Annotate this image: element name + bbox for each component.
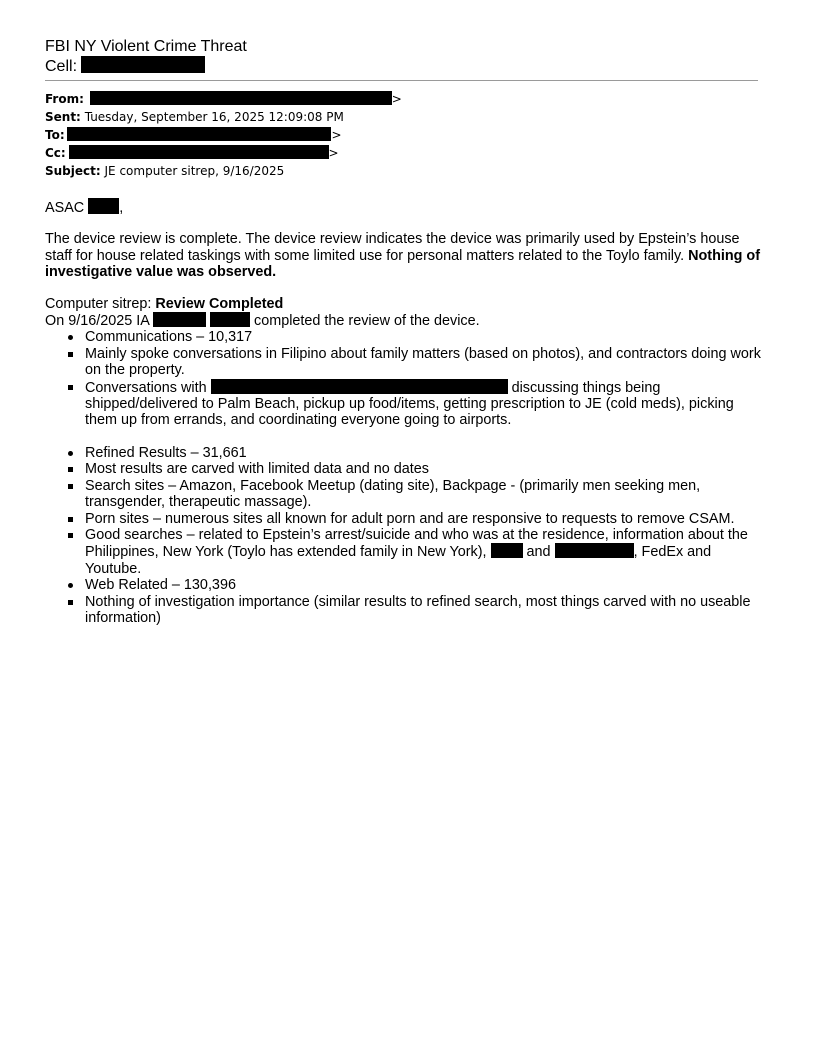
redaction-box xyxy=(210,312,250,327)
results-list xyxy=(45,445,763,626)
salutation-suffix: , xyxy=(119,200,124,216)
page-header xyxy=(45,36,765,76)
sitrep-label: Computer sitrep: xyxy=(45,295,156,312)
redaction-box xyxy=(153,312,206,327)
findings-list xyxy=(45,329,763,428)
subject-label: Subject: xyxy=(45,164,101,178)
subject-value: JE computer sitrep, 9/16/2025 xyxy=(104,164,285,178)
email-body xyxy=(45,198,763,626)
review-line xyxy=(45,312,763,329)
list-item: Porn sites – numerous sites all known for adult porn and are responsive to requests to remove CSAM. xyxy=(85,511,763,527)
cell-label: Cell: xyxy=(45,58,78,75)
to-suffix: > xyxy=(331,128,342,142)
review-prefix: On 9/16/2025 IA xyxy=(45,313,150,330)
conversations-suffix: discussing things being shipped/delivered to Palm Beach, pickup up food/items, getting prescription to JE (cold meds), picking them up from errands, and coordinating everyone going to airports. xyxy=(85,379,734,429)
redaction-box xyxy=(88,198,119,214)
redaction-box xyxy=(90,91,392,105)
salutation xyxy=(45,198,763,216)
from-label: From: xyxy=(45,92,84,106)
subject-row xyxy=(45,162,402,180)
good-prefix: Good searches – related to Epstein’s arrest/suicide and who was at the residence, information about the Philippines, New York (Toylo has extended family in New York), xyxy=(85,526,748,561)
list-item: Most results are carved with limited data and no dates xyxy=(85,461,763,477)
redaction-box xyxy=(67,127,331,141)
list-item: Web Related – 130,396 xyxy=(85,577,763,593)
redaction-box xyxy=(555,543,634,558)
redaction-box xyxy=(69,145,329,159)
sitrep-status: Review Completed xyxy=(155,295,284,312)
summary-conclusion: Nothing of investigative value was observed. xyxy=(45,247,761,281)
to-row xyxy=(45,126,402,144)
header-divider xyxy=(45,80,758,81)
list-item: Search sites – Amazon, Facebook Meetup (dating site), Backpage - (primarily men seeking men, transgender, therapeutic massage). xyxy=(85,478,763,511)
list-item xyxy=(85,379,763,429)
redaction-box xyxy=(211,379,508,394)
review-suffix: completed the review of the device. xyxy=(254,313,480,330)
header-title: FBI NY Violent Crime Threat xyxy=(45,38,247,55)
list-item xyxy=(85,527,763,577)
header-cell xyxy=(45,56,765,76)
list-item: Mainly spoke conversations in Filipino about family matters (based on photos), and contractors doing work on the property. xyxy=(85,346,763,379)
list-item: Communications – 10,317 xyxy=(85,329,763,345)
email-metadata xyxy=(45,90,402,180)
to-label: To: xyxy=(45,128,65,142)
sent-label: Sent: xyxy=(45,110,81,124)
salutation-prefix: ASAC xyxy=(45,200,85,216)
good-suffix: , FedEx and Youtube. xyxy=(85,544,712,577)
list-item: Refined Results – 31,661 xyxy=(85,445,763,461)
from-suffix: > xyxy=(391,92,402,106)
sent-row xyxy=(45,108,402,126)
conversations-prefix: Conversations with xyxy=(85,379,207,396)
from-row xyxy=(45,90,402,108)
cc-row xyxy=(45,144,402,162)
list-item: Nothing of investigation importance (similar results to refined search, most things carved with no useable information) xyxy=(85,594,763,627)
cc-label: Cc: xyxy=(45,146,66,160)
redaction-box xyxy=(491,543,523,558)
good-and: and xyxy=(526,544,551,561)
summary-text: The device review is complete. The device review indicates the device was primarily used by Epstein’s house staff for house related taskings with some limited use for personal matters related to the Toylo family. xyxy=(45,231,740,264)
redaction-box xyxy=(81,56,205,73)
sitrep-heading xyxy=(45,296,763,312)
sitrep-section xyxy=(45,296,763,627)
summary-paragraph xyxy=(45,231,763,280)
sent-value: Tuesday, September 16, 2025 12:09:08 PM xyxy=(84,110,344,124)
cc-suffix: > xyxy=(328,146,339,160)
